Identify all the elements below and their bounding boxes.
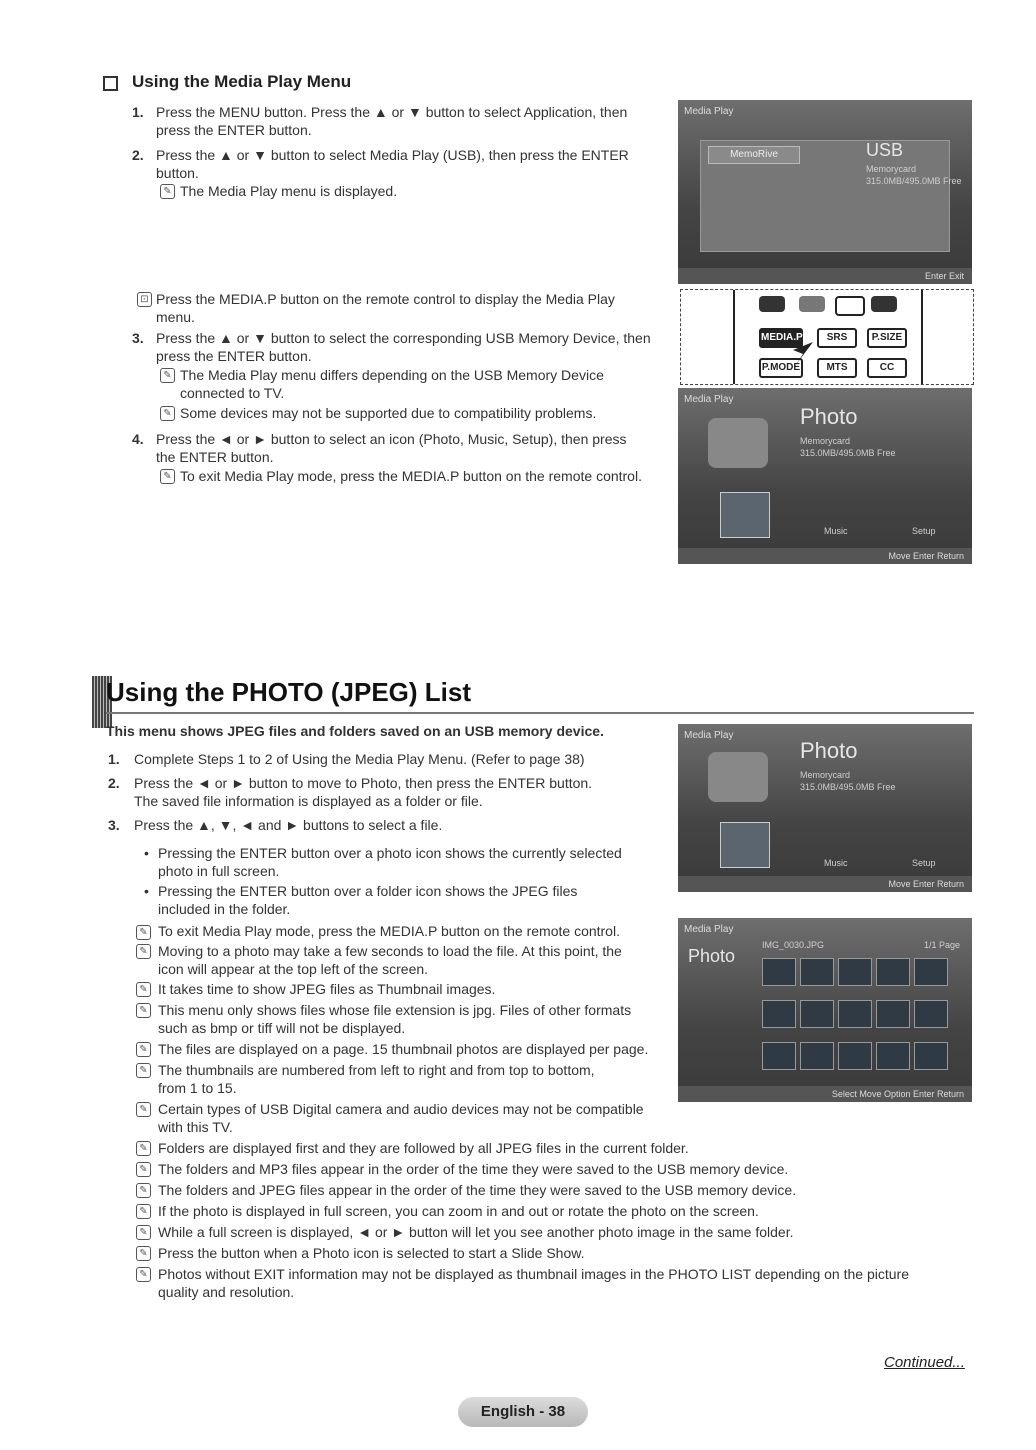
note-text: The folders and MP3 files appear in the order of the time they were saved to the USB memory device. xyxy=(158,1161,789,1177)
screenshot-photo-menu-2 xyxy=(678,724,972,892)
memorycard-label: Memorycard xyxy=(866,164,917,174)
photo-title: Photo xyxy=(688,946,736,966)
pmode-button: P.MODE xyxy=(759,358,803,378)
bullet-line: included in the folder. xyxy=(158,901,291,917)
note-text: from 1 to 15. xyxy=(158,1080,237,1096)
step-line: press the ENTER button. xyxy=(156,122,312,138)
note-icon: ✎ xyxy=(136,944,151,959)
screenshot-photo-list xyxy=(678,918,972,1102)
step-line: Press the ▲, ▼, ◄ and ► buttons to select a file. xyxy=(134,817,443,833)
color-button xyxy=(835,296,865,316)
section-intro: This menu shows JPEG files and folders saved on an USB memory device. xyxy=(106,723,604,739)
note-text: Some devices may not be supported due to compatibility problems. xyxy=(180,405,597,421)
note-icon: ✎ xyxy=(136,1003,151,1018)
color-button xyxy=(871,296,897,312)
tip-line: Press the MEDIA.P button on the remote control to display the Media Play xyxy=(156,291,615,307)
media-play-logo: Media Play xyxy=(684,106,734,117)
section-title: Using the Media Play Menu xyxy=(132,72,352,91)
note-icon: ✎ xyxy=(136,1141,151,1156)
tip-line: menu. xyxy=(156,309,195,325)
note-text: Folders are displayed first and they are followed by all JPEG files in the current folder. xyxy=(158,1140,689,1156)
camera-icon xyxy=(708,418,768,468)
psize-button: P.SIZE xyxy=(867,328,907,348)
screenshot-photo-menu xyxy=(678,388,972,564)
bullet-line: Pressing the ENTER button over a folder icon shows the JPEG files xyxy=(158,883,578,899)
note-text: This menu only shows files whose file extension is jpg. Files of other formats xyxy=(158,1002,632,1018)
cc-button: CC xyxy=(867,358,907,378)
thumbnail[interactable] xyxy=(914,1042,948,1070)
file-name-label: IMG_0030.JPG xyxy=(762,940,825,950)
setup-label[interactable]: Setup xyxy=(912,526,936,536)
thumbnail[interactable] xyxy=(762,958,796,986)
pointer-arrow-icon xyxy=(791,340,821,370)
setup-label[interactable]: Setup xyxy=(912,858,936,868)
note-text: such as bmp or tiff will not be displayed. xyxy=(158,1020,406,1036)
note-text: To exit Media Play mode, press the MEDIA.P button on the remote control. xyxy=(180,468,642,484)
thumbnail[interactable] xyxy=(800,1000,834,1028)
thumbnail[interactable] xyxy=(762,1042,796,1070)
photo-icon[interactable] xyxy=(720,822,770,868)
thumbnail[interactable] xyxy=(762,1000,796,1028)
note-text: Photos without EXIT information may not be displayed as thumbnail images in the PHOTO LIST depending on the picture xyxy=(158,1266,909,1282)
screenshot-usb-select xyxy=(678,100,972,284)
color-button xyxy=(799,296,825,312)
note-icon: ✎ xyxy=(136,1204,151,1219)
thumbnail[interactable] xyxy=(800,958,834,986)
step-line: The saved file information is displayed as a folder or file. xyxy=(134,793,483,809)
memorycard-label: Memorycard xyxy=(800,770,851,780)
step-number: 4. xyxy=(132,431,144,447)
step-line: the ENTER button. xyxy=(156,449,274,465)
remote-control-image xyxy=(680,289,974,385)
free-space-label: 315.0MB/495.0MB Free xyxy=(800,448,896,458)
free-space-label: 315.0MB/495.0MB Free xyxy=(866,176,962,186)
note-icon: ✎ xyxy=(160,406,175,421)
screen-bottom-bar: Select Move Option Enter Return xyxy=(678,1086,972,1102)
free-space-label: 315.0MB/495.0MB Free xyxy=(800,782,896,792)
step-number: 1. xyxy=(132,104,144,120)
note-icon: ✎ xyxy=(160,469,175,484)
note-icon: ✎ xyxy=(136,982,151,997)
media-play-logo: Media Play xyxy=(684,394,734,405)
note-text: connected to TV. xyxy=(180,385,285,401)
note-icon: ✎ xyxy=(136,1162,151,1177)
note-text: To exit Media Play mode, press the MEDIA.P button on the remote control. xyxy=(158,923,620,939)
note-text: quality and resolution. xyxy=(158,1284,295,1300)
screen-bottom-bar: Enter Exit xyxy=(678,268,972,284)
note-text: If the photo is displayed in full screen, you can zoom in and out or rotate the photo on the screen. xyxy=(158,1203,759,1219)
thumbnail[interactable] xyxy=(876,958,910,986)
bullet-dot: • xyxy=(144,883,149,899)
note-icon: ✎ xyxy=(136,1183,151,1198)
step-number: 2. xyxy=(132,147,144,163)
step-number: 3. xyxy=(132,330,144,346)
memorive-item[interactable]: MemoRive xyxy=(708,146,800,164)
page-title: Using the PHOTO (JPEG) List xyxy=(106,677,472,707)
checkbox-bullet-icon xyxy=(103,76,118,91)
note-text: The Media Play menu differs depending on the USB Memory Device xyxy=(180,367,604,383)
note-text: It takes time to show JPEG files as Thumbnail images. xyxy=(158,981,496,997)
step-line: Press the ◄ or ► button to move to Photo, then press the ENTER button. xyxy=(134,775,593,791)
photo-title: Photo xyxy=(800,738,858,763)
media-play-logo: Media Play xyxy=(684,730,734,741)
note-icon: ✎ xyxy=(160,368,175,383)
photo-icon[interactable] xyxy=(720,492,770,538)
step-line: Press the ▲ or ▼ button to select Media Play (USB), then press the ENTER xyxy=(156,147,629,163)
page-footer: English - 38 xyxy=(458,1397,588,1427)
page-indicator: 1/1 Page xyxy=(924,940,961,950)
thumbnail[interactable] xyxy=(838,1042,872,1070)
note-text: Certain types of USB Digital camera and audio devices may not be compatible xyxy=(158,1101,644,1117)
memorycard-label: Memorycard xyxy=(800,436,851,446)
thumbnail[interactable] xyxy=(876,1000,910,1028)
screen-bottom-bar: Move Enter Return xyxy=(678,876,972,892)
color-button xyxy=(759,296,785,312)
music-label[interactable]: Music xyxy=(824,858,848,868)
note-text: Moving to a photo may take a few seconds to load the file. At this point, the xyxy=(158,943,622,959)
thumbnail[interactable] xyxy=(914,1000,948,1028)
step-line: Press the MENU button. Press the ▲ or ▼ button to select Application, then xyxy=(156,104,628,120)
note-text: Press the button when a Photo icon is selected to start a Slide Show. xyxy=(158,1245,585,1261)
note-text: The thumbnails are numbered from left to right and from top to bottom, xyxy=(158,1062,595,1078)
usb-label: USB xyxy=(866,140,904,160)
title-rule xyxy=(106,712,974,714)
thumbnail[interactable] xyxy=(838,958,872,986)
note-icon: ✎ xyxy=(136,1042,151,1057)
step-number: 1. xyxy=(108,751,120,767)
step-number: 2. xyxy=(108,775,120,791)
step-line: Complete Steps 1 to 2 of Using the Media Play Menu. (Refer to page 38) xyxy=(134,751,585,767)
bullet-line: Pressing the ENTER button over a photo icon shows the currently selected xyxy=(158,845,622,861)
step-line: Press the ◄ or ► button to select an icon (Photo, Music, Setup), then press xyxy=(156,431,627,447)
bullet-dot: • xyxy=(144,845,149,861)
srs-button: SRS xyxy=(817,328,857,348)
note-text: with this TV. xyxy=(158,1119,233,1135)
note-text: While a full screen is displayed, ◄ or ► button will let you see another photo image in the same folder. xyxy=(158,1224,794,1240)
music-label[interactable]: Music xyxy=(824,526,848,536)
media-p-button: MEDIA.P xyxy=(759,328,803,348)
note-icon: ✎ xyxy=(136,1246,151,1261)
note-text: The files are displayed on a page. 15 thumbnail photos are displayed per page. xyxy=(158,1041,649,1057)
camera-icon xyxy=(708,752,768,802)
note-text: The Media Play menu is displayed. xyxy=(180,183,398,199)
continued-link: Continued... xyxy=(884,1354,965,1371)
screen-bottom-bar: Move Enter Return xyxy=(678,548,972,564)
remote-tip-icon: ⊡ xyxy=(137,292,152,307)
thumbnail[interactable] xyxy=(838,1000,872,1028)
note-icon: ✎ xyxy=(136,1102,151,1117)
photo-title: Photo xyxy=(800,404,858,429)
step-line: button. xyxy=(156,165,199,181)
thumbnail[interactable] xyxy=(876,1042,910,1070)
note-icon: ✎ xyxy=(136,1225,151,1240)
note-icon: ✎ xyxy=(136,1267,151,1282)
note-icon: ✎ xyxy=(136,925,151,940)
step-line: Press the ▲ or ▼ button to select the corresponding USB Memory Device, then xyxy=(156,330,651,346)
media-play-logo: Media Play xyxy=(684,924,734,935)
bullet-line: photo in full screen. xyxy=(158,863,280,879)
thumbnail[interactable] xyxy=(800,1042,834,1070)
note-icon: ✎ xyxy=(160,184,175,199)
step-number: 3. xyxy=(108,817,120,833)
note-text: The folders and JPEG files appear in the order of the time they were saved to the USB memory device. xyxy=(158,1182,797,1198)
note-text: icon will appear at the top left of the screen. xyxy=(158,961,429,977)
mts-button: MTS xyxy=(817,358,857,378)
note-icon: ✎ xyxy=(136,1063,151,1078)
thumbnail[interactable] xyxy=(914,958,948,986)
step-line: press the ENTER button. xyxy=(156,348,312,364)
